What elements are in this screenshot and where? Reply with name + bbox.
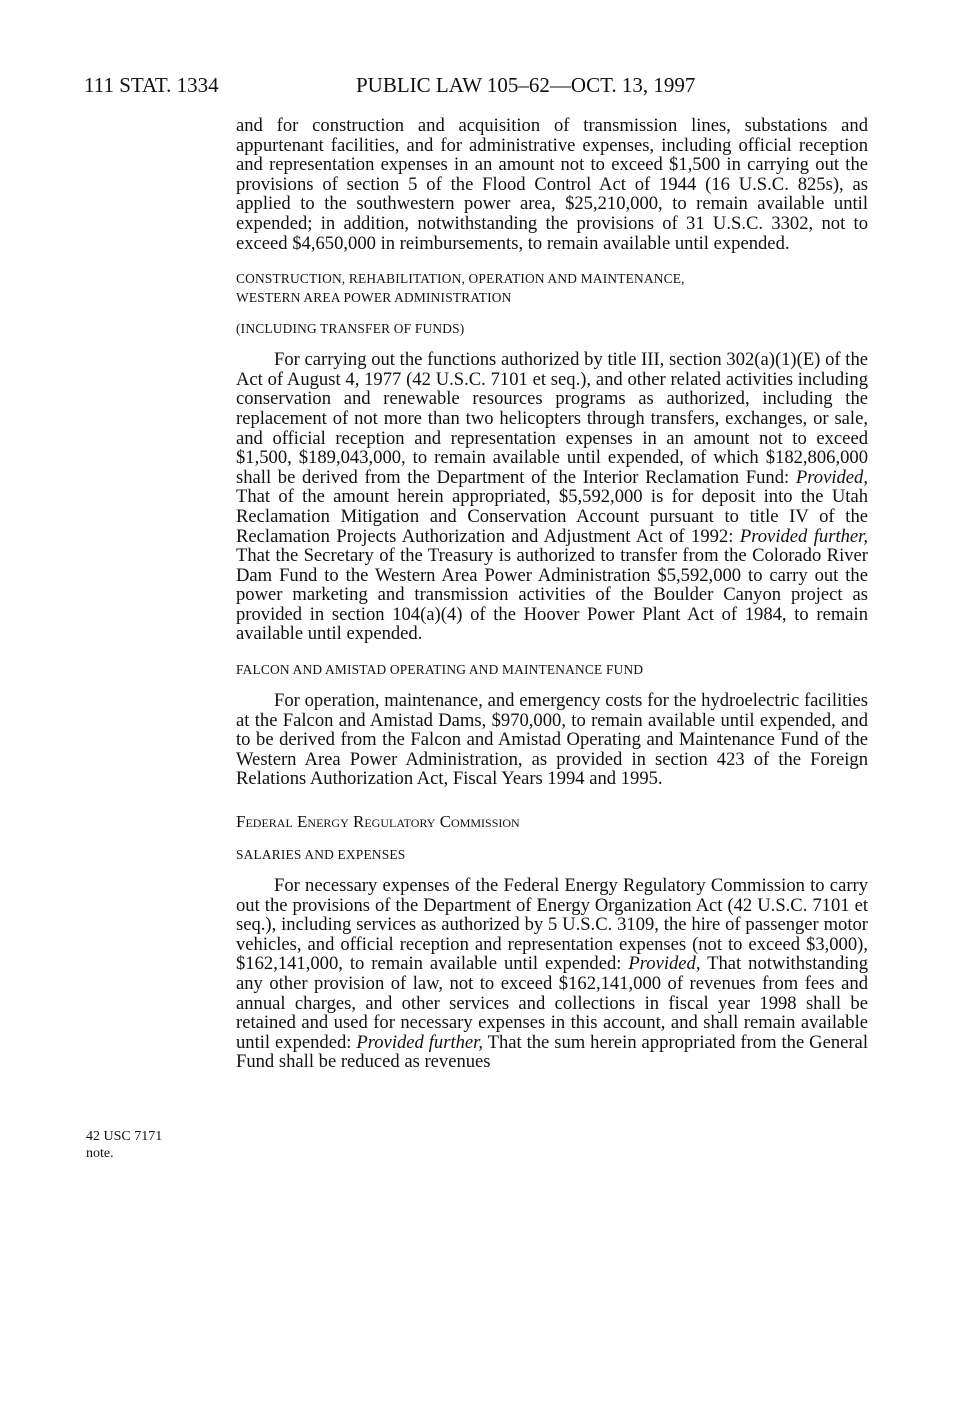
heading-falcon-amistad: FALCON AND AMISTAD OPERATING AND MAINTENANCE FUND bbox=[236, 662, 644, 678]
heading-salaries-expenses: SALARIES AND EXPENSES bbox=[236, 847, 406, 863]
paragraph-ferc-part2: That notwithstanding any other provision of law, not to exceed $162,141,000 of revenues from fees and annual charges, and other services and collections in fiscal year 1998 shall be retained and used for necessary expenses in this account, and shall remain available until expended: bbox=[236, 953, 869, 1053]
paragraph-ferc-part1: For necessary expenses of the Federal Energy Regulatory Commission to carry out the provisions of the Department of Energy Organization Act (42 U.S.C. 7101 et seq.), including services as authorized by 5 U.S.C. 3109, the hire of passenger motor vehicles, and official reception and representation expenses (not to exceed $3,000), $162,141,000, to remain available until expended: bbox=[236, 875, 868, 975]
margin-note-citation: 42 USC 7171 bbox=[86, 1129, 163, 1144]
statute-citation: 111 STAT. 1334 bbox=[84, 73, 219, 97]
paragraph-western-part3: That the Secretary of the Treasury is authorized to transfer from the Colorado River Dam Fund to the Western Area Power Administration $5,592,000 to carry out the power marketing and transmission activities of the Boulder Canyon project as provided in section 104(a)(4) of the Hoover Power Plant Act of 1984, to remain available until expended. bbox=[236, 545, 868, 645]
margin-note bbox=[86, 1128, 206, 1162]
paragraph-southwestern-continuation: and for construction and acquisition of transmission lines, substations and appurtenant facilities, and for administrative expenses, including official reception and representation expenses in an amount not to exceed $1,500 in carrying out the provisions of section 5 of the Flood Control Act of 1944 (16 U.S.C. 825s), as applied to the southwestern power area, $25,210,000, to remain available until expended; in addition, notwithstanding the provisions of 31 U.S.C. 3302, not to exceed $4,650,000 in reimbursements, to remain available until expended. bbox=[236, 115, 868, 254]
paragraph-ferc-salaries bbox=[236, 876, 868, 1072]
paragraph-ferc-part3: That the sum herein appropriated from the General Fund shall be reduced as revenues bbox=[236, 1031, 868, 1073]
subheading-transfer-of-funds: (INCLUDING TRANSFER OF FUNDS) bbox=[236, 321, 465, 337]
margin-note-label: note. bbox=[86, 1146, 114, 1161]
heading-western-construction-line2: WESTERN AREA POWER ADMINISTRATION bbox=[236, 290, 512, 306]
public-law-citation: PUBLIC LAW 105–62—OCT. 13, 1997 bbox=[356, 73, 696, 97]
main-text-column bbox=[236, 116, 868, 1072]
heading-western-construction: CONSTRUCTION, REHABILITATION, OPERATION AND MAINTENANCE, bbox=[236, 271, 685, 287]
proviso-provided-further-ferc: Provided further, bbox=[356, 1031, 483, 1053]
paragraph-falcon-amistad: For operation, maintenance, and emergency costs for the hydroelectric facilities at the Falcon and Amistad Dams, $970,000, to remain available until expended, and to be derived from the Falcon and Amistad Operating and Maintenance Fund of the Western Area Power Administration, as provided in section 423 of the Foreign Relations Authorization Act, Fiscal Years 1994 and 1995. bbox=[236, 690, 868, 790]
paragraph-western-appropriation bbox=[236, 350, 868, 644]
proviso-provided: Provided, bbox=[795, 466, 868, 488]
running-head bbox=[84, 70, 874, 100]
paragraph-western-part1: For carrying out the functions authorized by title III, section 302(a)(1)(E) of the Act of August 4, 1977 (42 U.S.C. 7101 et seq.), and other related activities including conservation and renewable resources programs as authorized, including the replacement of not more than two helicopters through transfers, exchanges, or sale, and official reception and representation expenses in an amount not to exceed $1,500, $189,043,000, to remain available until expended, of which $182,806,000 shall be derived from the Department of the Interior Reclamation Fund: bbox=[236, 349, 868, 488]
proviso-provided-ferc: Provided, bbox=[628, 953, 701, 975]
paragraph-western-part2: That of the amount herein appropriated, $5,592,000 is for deposit into the Utah Reclamation Mitigation and Conservation Account pursuant to title IV of the Reclamation Projects Authorization and Adjustment Act of 1992: bbox=[236, 486, 868, 547]
proviso-provided-further: Provided further, bbox=[739, 525, 868, 547]
agency-heading-ferc: Federal Energy Regulatory Commission bbox=[236, 812, 520, 832]
